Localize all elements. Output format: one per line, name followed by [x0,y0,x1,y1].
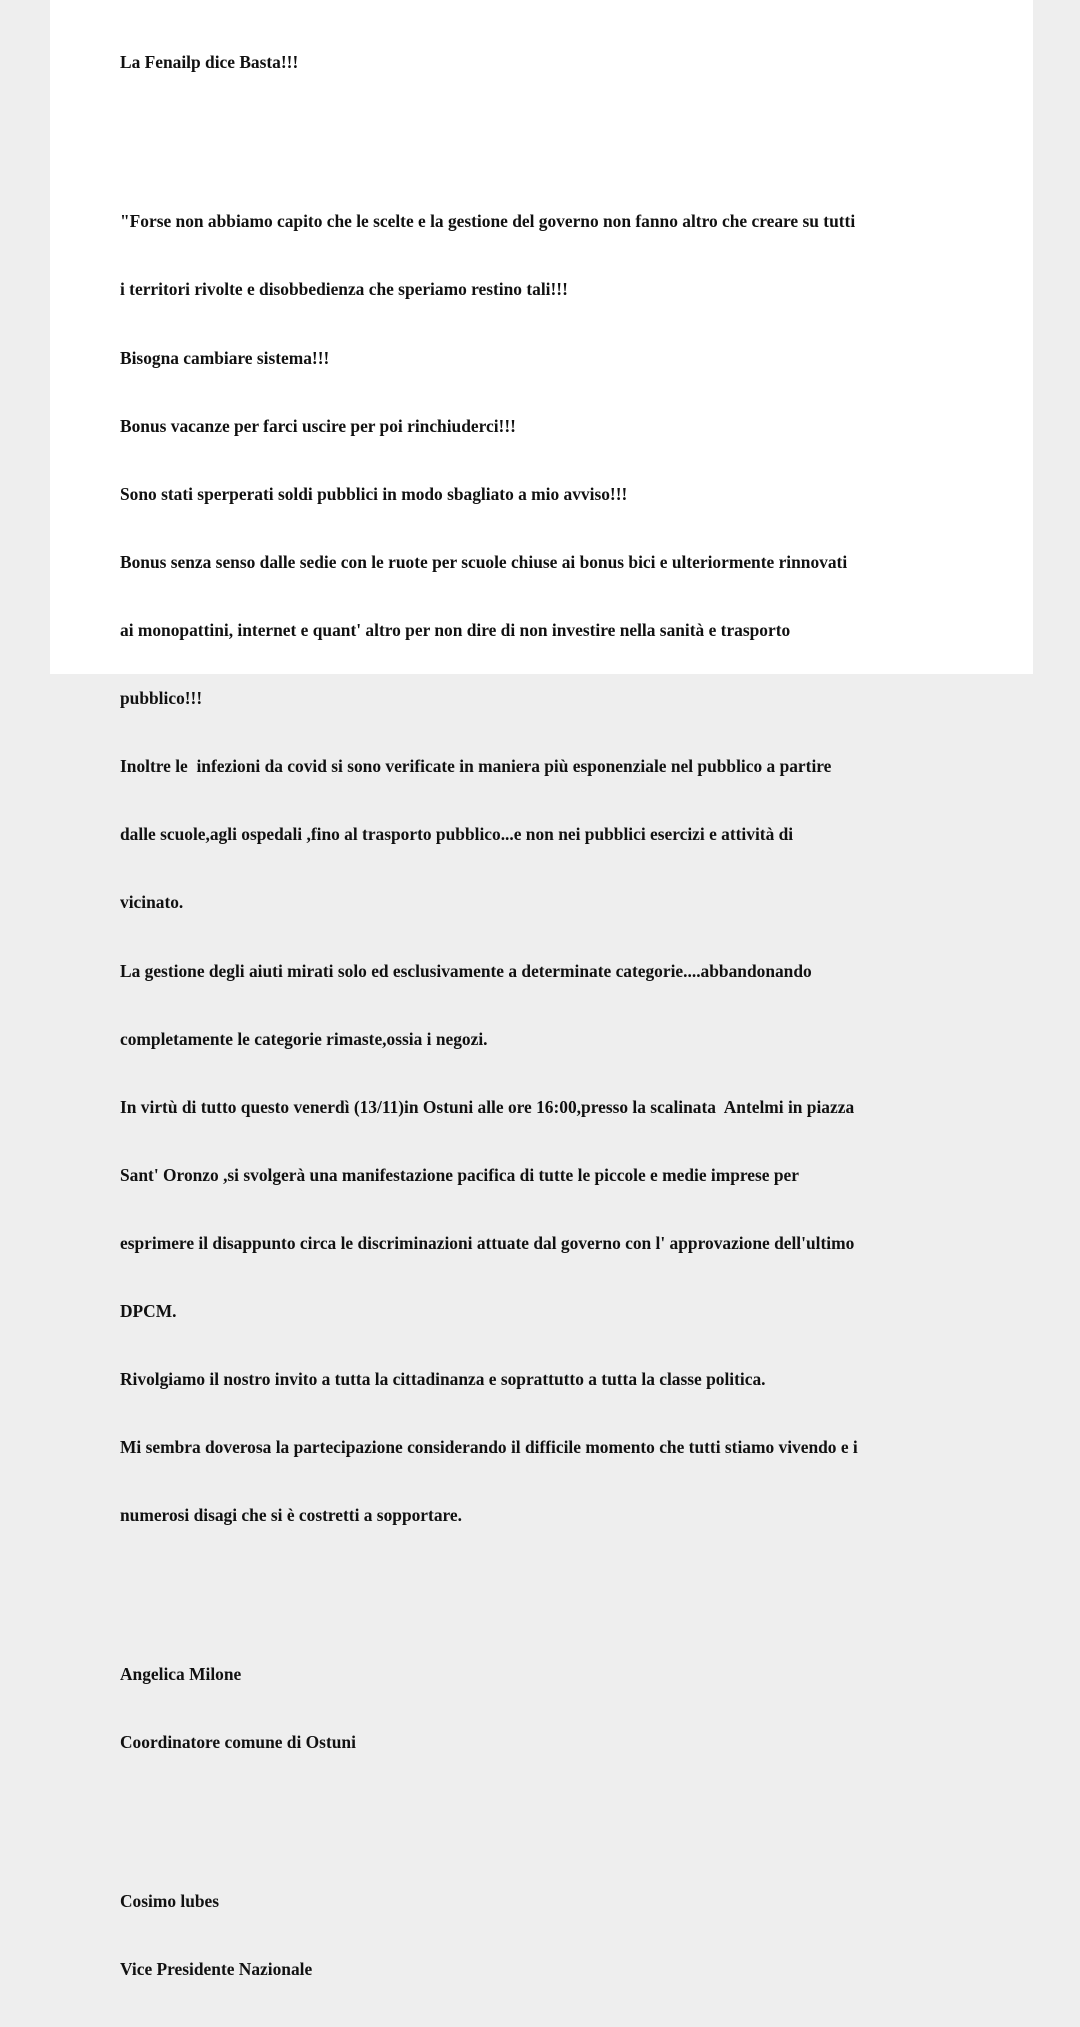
paragraph-gap [120,120,973,143]
signature-role: Coordinatore comune di Ostuni [120,1732,356,1753]
body-line: numerosi disagi che si è costretti a sopportare. [120,1505,462,1526]
document-title: La Fenailp dice Basta!!! [120,52,299,73]
body-line: vicinato. [120,892,184,913]
body-line: Rivolgiamo il nostro invito a tutta la cittadinanza e soprattutto a tutta la classe politica. [120,1369,766,1390]
body-line: pubblico!!! [120,688,203,709]
signature-name: Angelica Milone [120,1664,242,1685]
body-line: Bonus vacanze per farci uscire per poi rinchiuderci!!! [120,415,516,436]
document-page [50,0,1033,1980]
signature-name: Cosimo lubes [120,1891,220,1912]
body-line: DPCM. [120,1301,177,1322]
body-line: Inoltre le infezioni da covid si sono verificate in maniera più esponenziale nel pubblico a partire [120,756,832,777]
body-line: Sant' Oronzo ,si svolgerà una manifestazione pacifica di tutte le piccole e medie imprese per [120,1164,799,1185]
body-line: completamente le categorie rimaste,ossia i negozi. [120,1028,488,1049]
signature-role: Vice Presidente Nazionale [120,1959,313,1980]
paragraph-gap [120,1822,973,1845]
body-line: "Forse non abbiamo capito che le scelte e la gestione del governo non fanno altro che creare su tutti [120,211,856,232]
body-line: Sono stati sperperati soldi pubblici in modo sbagliato a mio avviso!!! [120,483,628,504]
body-line: In virtù di tutto questo venerdì (13/11)in Ostuni alle ore 16:00,presso la scalinata Antelmi in piazza [120,1096,855,1117]
document-text [120,6,973,2027]
body-line: esprimere il disappunto circa le discriminazioni attuate dal governo con l' approvazione dell'ultimo [120,1232,855,1253]
body-line: La gestione degli aiuti mirati solo ed esclusivamente a determinate categorie....abbandonando [120,960,812,981]
body-line: i territori rivolte e disobbedienza che speriamo restino tali!!! [120,279,568,300]
body-line: dalle scuole,agli ospedali ,fino al trasporto pubblico...e non nei pubblici esercizi e attività di [120,824,794,845]
body-line: ai monopattini, internet e quant' altro per non dire di non investire nella sanità e trasporto [120,619,791,640]
body-line: Bonus senza senso dalle sedie con le ruote per scuole chiuse ai bonus bici e ulteriormente rinnovati [120,551,848,572]
body-line: Mi sembra doverosa la partecipazione considerando il difficile momento che tutti stiamo vivendo e i [120,1437,858,1458]
paragraph-gap [120,1595,973,1618]
body-line: Bisogna cambiare sistema!!! [120,347,330,368]
